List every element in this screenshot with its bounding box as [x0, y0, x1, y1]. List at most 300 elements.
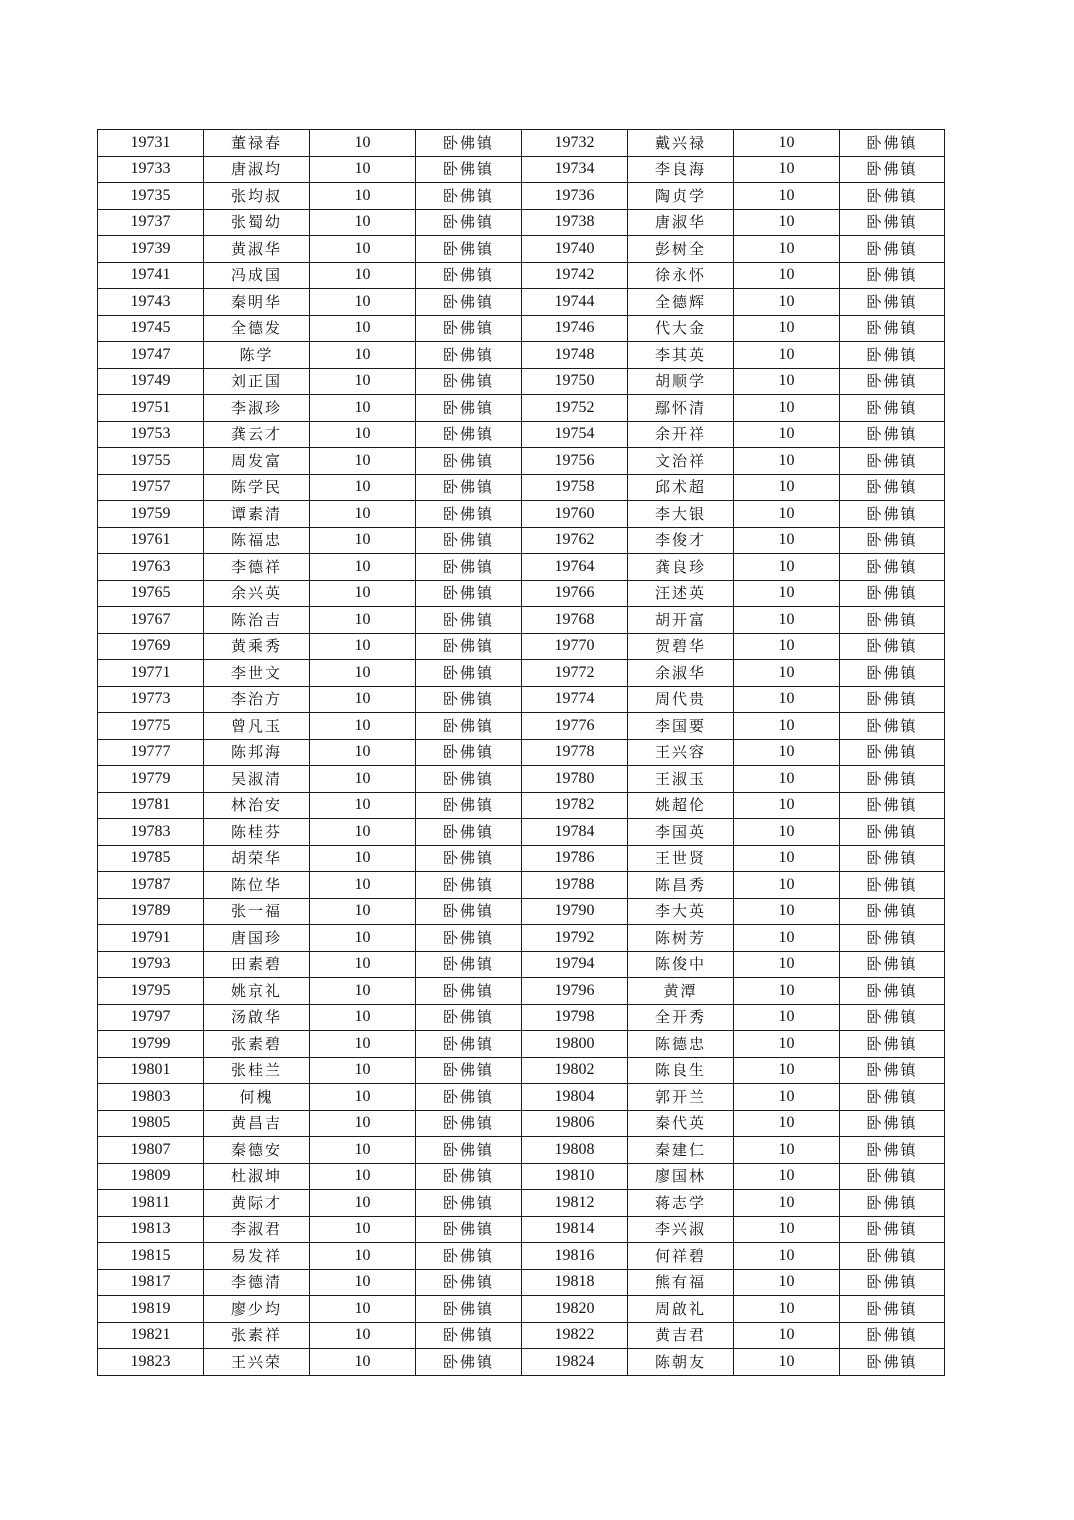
cell-right-id: 19790 — [522, 898, 628, 925]
cell-right-amount: 10 — [734, 686, 840, 713]
cell-right-id: 19806 — [522, 1110, 628, 1137]
cell-right-town: 卧佛镇 — [840, 474, 945, 501]
table-row — [98, 474, 945, 501]
cell-right-name: 李其英 — [628, 342, 734, 369]
cell-right-amount: 10 — [734, 819, 840, 846]
cell-left-id: 19797 — [98, 1004, 204, 1031]
cell-right-town: 卧佛镇 — [840, 845, 945, 872]
table-row — [98, 1057, 945, 1084]
cell-left-town: 卧佛镇 — [416, 633, 522, 660]
cell-right-amount: 10 — [734, 289, 840, 316]
cell-right-id: 19768 — [522, 607, 628, 634]
table-row — [98, 501, 945, 528]
cell-right-town: 卧佛镇 — [840, 1243, 945, 1270]
cell-right-amount: 10 — [734, 368, 840, 395]
cell-right-town: 卧佛镇 — [840, 925, 945, 952]
cell-right-amount: 10 — [734, 660, 840, 687]
cell-right-id: 19780 — [522, 766, 628, 793]
cell-right-town: 卧佛镇 — [840, 1322, 945, 1349]
cell-left-town: 卧佛镇 — [416, 1269, 522, 1296]
cell-left-id: 19765 — [98, 580, 204, 607]
cell-left-town: 卧佛镇 — [416, 607, 522, 634]
cell-left-name: 廖少均 — [204, 1296, 310, 1323]
cell-right-name: 戴兴禄 — [628, 130, 734, 157]
cell-left-amount: 10 — [310, 1163, 416, 1190]
cell-right-id: 19810 — [522, 1163, 628, 1190]
cell-left-id: 19793 — [98, 951, 204, 978]
cell-left-town: 卧佛镇 — [416, 898, 522, 925]
cell-left-town: 卧佛镇 — [416, 792, 522, 819]
cell-left-name: 杜淑坤 — [204, 1163, 310, 1190]
cell-left-id: 19815 — [98, 1243, 204, 1270]
cell-right-id: 19800 — [522, 1031, 628, 1058]
cell-right-id: 19770 — [522, 633, 628, 660]
cell-right-town: 卧佛镇 — [840, 1084, 945, 1111]
cell-right-id: 19802 — [522, 1057, 628, 1084]
table-row — [98, 766, 945, 793]
cell-right-name: 代大金 — [628, 315, 734, 342]
cell-right-town: 卧佛镇 — [840, 395, 945, 422]
cell-right-amount: 10 — [734, 607, 840, 634]
cell-left-id: 19741 — [98, 262, 204, 289]
cell-left-name: 曾凡玉 — [204, 713, 310, 740]
cell-left-amount: 10 — [310, 262, 416, 289]
cell-left-town: 卧佛镇 — [416, 368, 522, 395]
cell-right-town: 卧佛镇 — [840, 289, 945, 316]
cell-left-id: 19809 — [98, 1163, 204, 1190]
cell-left-name: 龚云才 — [204, 421, 310, 448]
cell-right-amount: 10 — [734, 1190, 840, 1217]
cell-right-town: 卧佛镇 — [840, 1163, 945, 1190]
cell-left-town: 卧佛镇 — [416, 554, 522, 581]
cell-left-town: 卧佛镇 — [416, 527, 522, 554]
cell-left-name: 黄乘秀 — [204, 633, 310, 660]
cell-right-id: 19742 — [522, 262, 628, 289]
table-row — [98, 792, 945, 819]
cell-right-town: 卧佛镇 — [840, 607, 945, 634]
table-row — [98, 1322, 945, 1349]
cell-right-town: 卧佛镇 — [840, 342, 945, 369]
cell-right-id: 19812 — [522, 1190, 628, 1217]
cell-right-town: 卧佛镇 — [840, 713, 945, 740]
cell-left-town: 卧佛镇 — [416, 580, 522, 607]
cell-right-town: 卧佛镇 — [840, 819, 945, 846]
cell-right-id: 19808 — [522, 1137, 628, 1164]
cell-right-town: 卧佛镇 — [840, 1110, 945, 1137]
cell-left-id: 19817 — [98, 1269, 204, 1296]
table-row — [98, 978, 945, 1005]
cell-left-town: 卧佛镇 — [416, 289, 522, 316]
cell-left-amount: 10 — [310, 289, 416, 316]
cell-left-id: 19759 — [98, 501, 204, 528]
cell-left-town: 卧佛镇 — [416, 1137, 522, 1164]
table-row — [98, 898, 945, 925]
cell-right-town: 卧佛镇 — [840, 686, 945, 713]
cell-right-name: 何祥碧 — [628, 1243, 734, 1270]
cell-right-amount: 10 — [734, 872, 840, 899]
cell-right-name: 李俊才 — [628, 527, 734, 554]
cell-left-name: 陈学民 — [204, 474, 310, 501]
cell-right-town: 卧佛镇 — [840, 527, 945, 554]
cell-right-name: 胡开富 — [628, 607, 734, 634]
cell-right-amount: 10 — [734, 1163, 840, 1190]
cell-left-name: 易发祥 — [204, 1243, 310, 1270]
cell-left-id: 19755 — [98, 448, 204, 475]
cell-left-name: 陈位华 — [204, 872, 310, 899]
cell-left-amount: 10 — [310, 792, 416, 819]
table-row — [98, 421, 945, 448]
cell-right-name: 周啟礼 — [628, 1296, 734, 1323]
cell-right-name: 陈朝友 — [628, 1349, 734, 1376]
cell-right-amount: 10 — [734, 1269, 840, 1296]
cell-left-amount: 10 — [310, 898, 416, 925]
cell-right-id: 19738 — [522, 209, 628, 236]
cell-right-id: 19822 — [522, 1322, 628, 1349]
cell-left-town: 卧佛镇 — [416, 342, 522, 369]
cell-right-amount: 10 — [734, 448, 840, 475]
table-row — [98, 1031, 945, 1058]
cell-right-id: 19760 — [522, 501, 628, 528]
cell-left-town: 卧佛镇 — [416, 1322, 522, 1349]
cell-left-id: 19823 — [98, 1349, 204, 1376]
cell-right-name: 秦建仁 — [628, 1137, 734, 1164]
cell-right-amount: 10 — [734, 1137, 840, 1164]
cell-left-amount: 10 — [310, 925, 416, 952]
cell-right-name: 全开秀 — [628, 1004, 734, 1031]
cell-right-town: 卧佛镇 — [840, 554, 945, 581]
cell-left-name: 黄际才 — [204, 1190, 310, 1217]
cell-right-name: 李良海 — [628, 156, 734, 183]
cell-left-town: 卧佛镇 — [416, 1004, 522, 1031]
cell-left-name: 姚京礼 — [204, 978, 310, 1005]
cell-right-name: 李兴淑 — [628, 1216, 734, 1243]
cell-right-name: 李国要 — [628, 713, 734, 740]
cell-right-amount: 10 — [734, 209, 840, 236]
cell-left-id: 19811 — [98, 1190, 204, 1217]
cell-left-town: 卧佛镇 — [416, 236, 522, 263]
cell-right-name: 贺碧华 — [628, 633, 734, 660]
cell-right-town: 卧佛镇 — [840, 978, 945, 1005]
cell-right-amount: 10 — [734, 395, 840, 422]
cell-right-town: 卧佛镇 — [840, 236, 945, 263]
cell-right-name: 王淑玉 — [628, 766, 734, 793]
cell-left-amount: 10 — [310, 395, 416, 422]
cell-left-amount: 10 — [310, 527, 416, 554]
cell-left-id: 19775 — [98, 713, 204, 740]
cell-left-id: 19805 — [98, 1110, 204, 1137]
cell-left-id: 19747 — [98, 342, 204, 369]
cell-left-id: 19791 — [98, 925, 204, 952]
cell-right-name: 徐永怀 — [628, 262, 734, 289]
cell-right-amount: 10 — [734, 766, 840, 793]
cell-left-id: 19799 — [98, 1031, 204, 1058]
table-row — [98, 951, 945, 978]
cell-left-town: 卧佛镇 — [416, 925, 522, 952]
cell-left-name: 张蜀幼 — [204, 209, 310, 236]
cell-left-amount: 10 — [310, 978, 416, 1005]
cell-left-amount: 10 — [310, 1031, 416, 1058]
cell-left-name: 胡荣华 — [204, 845, 310, 872]
cell-right-name: 郭开兰 — [628, 1084, 734, 1111]
cell-right-id: 19754 — [522, 421, 628, 448]
cell-left-name: 董禄春 — [204, 130, 310, 157]
cell-left-name: 李淑珍 — [204, 395, 310, 422]
cell-left-name: 唐淑均 — [204, 156, 310, 183]
cell-left-town: 卧佛镇 — [416, 660, 522, 687]
cell-right-name: 龚良珍 — [628, 554, 734, 581]
cell-left-amount: 10 — [310, 607, 416, 634]
cell-right-town: 卧佛镇 — [840, 448, 945, 475]
cell-right-id: 19824 — [522, 1349, 628, 1376]
cell-right-id: 19758 — [522, 474, 628, 501]
cell-right-town: 卧佛镇 — [840, 130, 945, 157]
cell-left-amount: 10 — [310, 1084, 416, 1111]
cell-right-town: 卧佛镇 — [840, 660, 945, 687]
cell-right-amount: 10 — [734, 183, 840, 210]
cell-right-amount: 10 — [734, 713, 840, 740]
cell-left-name: 刘正国 — [204, 368, 310, 395]
cell-left-town: 卧佛镇 — [416, 395, 522, 422]
cell-right-amount: 10 — [734, 1322, 840, 1349]
cell-left-town: 卧佛镇 — [416, 1110, 522, 1137]
cell-right-town: 卧佛镇 — [840, 1190, 945, 1217]
cell-left-name: 黄淑华 — [204, 236, 310, 263]
cell-right-name: 文治祥 — [628, 448, 734, 475]
cell-left-amount: 10 — [310, 130, 416, 157]
cell-right-id: 19734 — [522, 156, 628, 183]
cell-left-amount: 10 — [310, 501, 416, 528]
cell-right-id: 19776 — [522, 713, 628, 740]
cell-right-id: 19814 — [522, 1216, 628, 1243]
cell-right-amount: 10 — [734, 1084, 840, 1111]
cell-right-town: 卧佛镇 — [840, 501, 945, 528]
cell-left-id: 19731 — [98, 130, 204, 157]
cell-left-amount: 10 — [310, 1243, 416, 1270]
cell-left-amount: 10 — [310, 1349, 416, 1376]
cell-left-town: 卧佛镇 — [416, 474, 522, 501]
cell-right-id: 19792 — [522, 925, 628, 952]
cell-left-amount: 10 — [310, 686, 416, 713]
cell-right-id: 19764 — [522, 554, 628, 581]
cell-left-amount: 10 — [310, 1137, 416, 1164]
cell-right-name: 黄吉君 — [628, 1322, 734, 1349]
cell-left-town: 卧佛镇 — [416, 739, 522, 766]
table-row — [98, 1163, 945, 1190]
cell-right-town: 卧佛镇 — [840, 580, 945, 607]
cell-left-amount: 10 — [310, 766, 416, 793]
cell-right-amount: 10 — [734, 1110, 840, 1137]
cell-right-amount: 10 — [734, 633, 840, 660]
cell-left-id: 19757 — [98, 474, 204, 501]
cell-left-town: 卧佛镇 — [416, 845, 522, 872]
cell-left-amount: 10 — [310, 448, 416, 475]
cell-left-id: 19767 — [98, 607, 204, 634]
cell-left-town: 卧佛镇 — [416, 872, 522, 899]
cell-left-id: 19779 — [98, 766, 204, 793]
cell-right-id: 19804 — [522, 1084, 628, 1111]
cell-left-name: 张一福 — [204, 898, 310, 925]
cell-right-amount: 10 — [734, 1243, 840, 1270]
cell-left-name: 田素碧 — [204, 951, 310, 978]
cell-left-name: 周发富 — [204, 448, 310, 475]
cell-left-town: 卧佛镇 — [416, 1296, 522, 1323]
cell-left-id: 19807 — [98, 1137, 204, 1164]
cell-left-id: 19795 — [98, 978, 204, 1005]
cell-left-town: 卧佛镇 — [416, 421, 522, 448]
cell-left-id: 19789 — [98, 898, 204, 925]
cell-right-town: 卧佛镇 — [840, 1057, 945, 1084]
cell-left-name: 李治方 — [204, 686, 310, 713]
table-row — [98, 713, 945, 740]
cell-left-name: 秦德安 — [204, 1137, 310, 1164]
cell-right-name: 彭树全 — [628, 236, 734, 263]
cell-left-town: 卧佛镇 — [416, 1216, 522, 1243]
table-row — [98, 262, 945, 289]
cell-left-amount: 10 — [310, 1190, 416, 1217]
table-row — [98, 1084, 945, 1111]
cell-left-name: 陈学 — [204, 342, 310, 369]
cell-left-town: 卧佛镇 — [416, 156, 522, 183]
cell-left-town: 卧佛镇 — [416, 1163, 522, 1190]
cell-left-id: 19739 — [98, 236, 204, 263]
cell-right-amount: 10 — [734, 554, 840, 581]
cell-left-name: 林治安 — [204, 792, 310, 819]
records-table-body — [98, 130, 945, 1376]
cell-right-amount: 10 — [734, 792, 840, 819]
cell-left-id: 19801 — [98, 1057, 204, 1084]
cell-left-amount: 10 — [310, 315, 416, 342]
cell-right-amount: 10 — [734, 236, 840, 263]
cell-left-amount: 10 — [310, 872, 416, 899]
cell-right-amount: 10 — [734, 1057, 840, 1084]
table-row — [98, 395, 945, 422]
cell-right-town: 卧佛镇 — [840, 633, 945, 660]
cell-right-town: 卧佛镇 — [840, 183, 945, 210]
cell-right-amount: 10 — [734, 1031, 840, 1058]
cell-left-name: 王兴荣 — [204, 1349, 310, 1376]
cell-left-town: 卧佛镇 — [416, 130, 522, 157]
cell-left-town: 卧佛镇 — [416, 819, 522, 846]
cell-right-id: 19736 — [522, 183, 628, 210]
cell-left-amount: 10 — [310, 633, 416, 660]
cell-left-amount: 10 — [310, 209, 416, 236]
cell-left-amount: 10 — [310, 474, 416, 501]
cell-left-amount: 10 — [310, 845, 416, 872]
cell-left-id: 19737 — [98, 209, 204, 236]
cell-left-id: 19771 — [98, 660, 204, 687]
cell-right-town: 卧佛镇 — [840, 1031, 945, 1058]
cell-left-amount: 10 — [310, 819, 416, 846]
cell-right-name: 李大银 — [628, 501, 734, 528]
cell-left-name: 全德发 — [204, 315, 310, 342]
cell-left-amount: 10 — [310, 554, 416, 581]
table-row — [98, 1296, 945, 1323]
cell-right-id: 19820 — [522, 1296, 628, 1323]
cell-right-town: 卧佛镇 — [840, 1004, 945, 1031]
cell-left-id: 19785 — [98, 845, 204, 872]
cell-right-name: 陈昌秀 — [628, 872, 734, 899]
cell-right-amount: 10 — [734, 527, 840, 554]
cell-left-name: 冯成国 — [204, 262, 310, 289]
cell-left-id: 19749 — [98, 368, 204, 395]
cell-left-town: 卧佛镇 — [416, 1243, 522, 1270]
cell-right-town: 卧佛镇 — [840, 1137, 945, 1164]
table-row — [98, 236, 945, 263]
cell-right-amount: 10 — [734, 951, 840, 978]
cell-left-amount: 10 — [310, 421, 416, 448]
cell-left-name: 吴淑清 — [204, 766, 310, 793]
cell-left-id: 19819 — [98, 1296, 204, 1323]
cell-right-town: 卧佛镇 — [840, 739, 945, 766]
cell-left-id: 19733 — [98, 156, 204, 183]
cell-right-id: 19788 — [522, 872, 628, 899]
table-row — [98, 527, 945, 554]
cell-right-town: 卧佛镇 — [840, 421, 945, 448]
cell-left-name: 李淑君 — [204, 1216, 310, 1243]
table-row — [98, 368, 945, 395]
cell-right-amount: 10 — [734, 1004, 840, 1031]
table-row — [98, 209, 945, 236]
cell-left-id: 19751 — [98, 395, 204, 422]
cell-right-town: 卧佛镇 — [840, 1296, 945, 1323]
cell-left-id: 19743 — [98, 289, 204, 316]
cell-right-name: 黄潭 — [628, 978, 734, 1005]
cell-right-name: 陈良生 — [628, 1057, 734, 1084]
cell-left-amount: 10 — [310, 236, 416, 263]
cell-left-amount: 10 — [310, 342, 416, 369]
cell-right-name: 陈树芳 — [628, 925, 734, 952]
cell-right-name: 汪述英 — [628, 580, 734, 607]
cell-right-town: 卧佛镇 — [840, 209, 945, 236]
cell-right-name: 熊有福 — [628, 1269, 734, 1296]
cell-right-id: 19748 — [522, 342, 628, 369]
cell-left-name: 陈福忠 — [204, 527, 310, 554]
cell-right-id: 19784 — [522, 819, 628, 846]
table-row — [98, 580, 945, 607]
table-row — [98, 448, 945, 475]
cell-left-id: 19761 — [98, 527, 204, 554]
cell-left-id: 19763 — [98, 554, 204, 581]
cell-right-amount: 10 — [734, 130, 840, 157]
cell-right-id: 19794 — [522, 951, 628, 978]
cell-right-id: 19744 — [522, 289, 628, 316]
cell-left-id: 19821 — [98, 1322, 204, 1349]
cell-right-id: 19772 — [522, 660, 628, 687]
cell-right-name: 邱术超 — [628, 474, 734, 501]
cell-right-name: 蒋志学 — [628, 1190, 734, 1217]
cell-right-name: 余淑华 — [628, 660, 734, 687]
cell-right-amount: 10 — [734, 474, 840, 501]
table-row — [98, 819, 945, 846]
cell-right-name: 全德辉 — [628, 289, 734, 316]
cell-right-town: 卧佛镇 — [840, 1269, 945, 1296]
cell-right-town: 卧佛镇 — [840, 262, 945, 289]
cell-right-name: 王兴容 — [628, 739, 734, 766]
cell-right-amount: 10 — [734, 1349, 840, 1376]
cell-right-name: 姚超伦 — [628, 792, 734, 819]
cell-right-town: 卧佛镇 — [840, 951, 945, 978]
cell-left-name: 余兴英 — [204, 580, 310, 607]
table-row — [98, 289, 945, 316]
cell-left-town: 卧佛镇 — [416, 978, 522, 1005]
cell-left-name: 陈桂芬 — [204, 819, 310, 846]
cell-right-id: 19786 — [522, 845, 628, 872]
table-row — [98, 739, 945, 766]
cell-right-name: 余开祥 — [628, 421, 734, 448]
cell-right-name: 廖国林 — [628, 1163, 734, 1190]
table-row — [98, 925, 945, 952]
cell-right-name: 胡顺学 — [628, 368, 734, 395]
